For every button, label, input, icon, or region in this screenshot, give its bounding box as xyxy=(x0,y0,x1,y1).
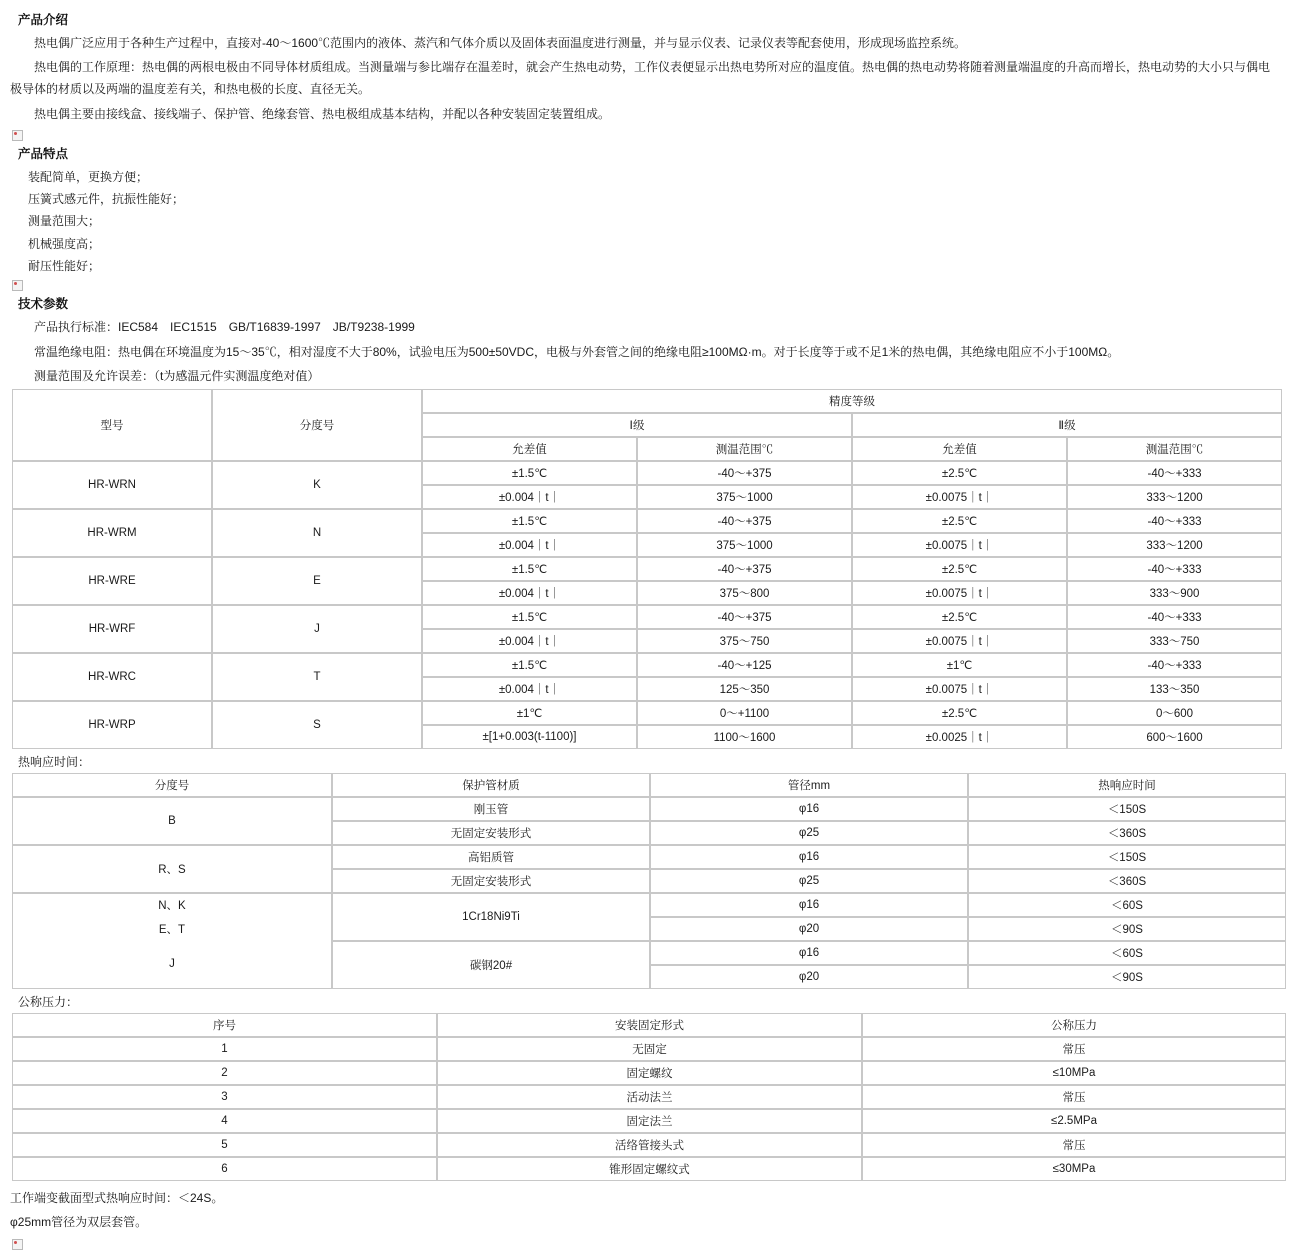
header-response-time: 热响应时间 xyxy=(968,773,1286,797)
spec-paragraph-standards: 产品执行标准：IEC584 IEC1515 GB/T16839-1997 JB/T9238-1999 xyxy=(34,320,415,335)
feature-item-4: 机械强度高； xyxy=(28,236,101,251)
feature-item-3: 测量范围大； xyxy=(28,214,101,229)
cell-diameter: φ16 xyxy=(650,845,968,869)
cell-tolerance-1: ±0.004｜t｜ xyxy=(422,485,637,509)
cell-range-1: -40～+375 xyxy=(637,605,852,629)
header-tolerance-2: 允差值 xyxy=(852,437,1067,461)
caption-response-time: 热响应时间： xyxy=(18,754,91,769)
cell-mount-type: 活动法兰 xyxy=(437,1085,862,1109)
cell-diameter: φ20 xyxy=(650,917,968,941)
cell-range-2: 0～600 xyxy=(1067,701,1282,725)
cell-range-1: -40～+375 xyxy=(637,509,852,533)
table-row xyxy=(12,1037,1286,1061)
cell-pressure: 常压 xyxy=(862,1133,1286,1157)
cell-tolerance-1: ±1.5℃ xyxy=(422,653,637,677)
table-row xyxy=(12,845,1286,869)
cell-no: 5 xyxy=(12,1133,437,1157)
cell-range-2: -40～+333 xyxy=(1067,461,1282,485)
cell-range-1: -40～+375 xyxy=(637,557,852,581)
table-row xyxy=(12,1109,1286,1133)
cell-diameter: φ16 xyxy=(650,893,968,917)
cell-tolerance-2: ±0.0075｜t｜ xyxy=(852,485,1067,509)
header-accuracy-class: 精度等级 xyxy=(422,389,1282,413)
cell-tolerance-1: ±[1+0.003(t-1100)] xyxy=(422,725,637,749)
cell-no: 1 xyxy=(12,1037,437,1061)
footnote-2: φ25mm管径为双层套管。 xyxy=(10,1215,148,1230)
table-row xyxy=(12,941,1286,965)
cell-model: HR-WRP xyxy=(12,701,212,749)
cell-range-1: 375～1000 xyxy=(637,533,852,557)
cell-range-2: 133～350 xyxy=(1067,677,1282,701)
cell-range-2: -40～+333 xyxy=(1067,653,1282,677)
cell-mount-type: 无固定 xyxy=(437,1037,862,1061)
cell-graduation: T xyxy=(212,653,422,701)
cell-range-1: 375～750 xyxy=(637,629,852,653)
cell-range-2: 333～750 xyxy=(1067,629,1282,653)
cell-time: ＜60S xyxy=(968,893,1286,917)
cell-tolerance-1: ±0.004｜t｜ xyxy=(422,629,637,653)
cell-pressure: 常压 xyxy=(862,1037,1286,1061)
cell-tolerance-1: ±1.5℃ xyxy=(422,557,637,581)
header-pressure: 公称压力 xyxy=(862,1013,1286,1037)
cell-tolerance-2: ±0.0075｜t｜ xyxy=(852,629,1067,653)
header-diameter: 管径mm xyxy=(650,773,968,797)
broken-image-icon xyxy=(12,130,23,141)
header-model: 型号 xyxy=(12,389,212,461)
cell-material: 刚玉管 xyxy=(332,797,650,821)
accuracy-table xyxy=(12,389,1282,749)
cell-tolerance-2: ±0.0075｜t｜ xyxy=(852,533,1067,557)
cell-tolerance-2: ±2.5℃ xyxy=(852,509,1067,533)
header-range-2: 测温范围℃ xyxy=(1067,437,1282,461)
cell-range-1: -40～+375 xyxy=(637,461,852,485)
cell-range-1: 1100～1600 xyxy=(637,725,852,749)
cell-mount-type: 活络管接头式 xyxy=(437,1133,862,1157)
cell-range-2: -40～+333 xyxy=(1067,605,1282,629)
cell-range-1: 375～1000 xyxy=(637,485,852,509)
cell-range-1: 0～+1100 xyxy=(637,701,852,725)
cell-diameter: φ16 xyxy=(650,797,968,821)
cell-diameter: φ20 xyxy=(650,965,968,989)
cell-pressure: ≤2.5MPa xyxy=(862,1109,1286,1133)
cell-tolerance-2: ±0.0075｜t｜ xyxy=(852,677,1067,701)
header-graduation: 分度号 xyxy=(12,773,332,797)
cell-graduation: J xyxy=(212,605,422,653)
cell-range-2: -40～+333 xyxy=(1067,509,1282,533)
cell-no: 6 xyxy=(12,1157,437,1181)
cell-graduation-j: J xyxy=(12,941,332,989)
cell-model: HR-WRN xyxy=(12,461,212,509)
cell-range-2: 333～1200 xyxy=(1067,533,1282,557)
cell-mount-type: 固定法兰 xyxy=(437,1109,862,1133)
cell-graduation: R、S xyxy=(12,845,332,893)
cell-pressure: ≤30MPa xyxy=(862,1157,1286,1181)
cell-model: HR-WRC xyxy=(12,653,212,701)
broken-image-icon-2 xyxy=(12,280,23,291)
section-title-specs: 技术参数 xyxy=(18,297,69,312)
intro-paragraph-3: 热电偶主要由接线盒、接线端子、保护管、绝缘套管、热电极组成基本结构，并配以各种安装固定装置组成。 xyxy=(34,106,611,121)
cell-time: ＜360S xyxy=(968,821,1286,845)
cell-time: ＜360S xyxy=(968,869,1286,893)
table-header-row xyxy=(12,1013,1286,1037)
nominal-pressure-table xyxy=(12,1013,1286,1181)
cell-range-2: 600～1600 xyxy=(1067,725,1282,749)
header-no: 序号 xyxy=(12,1013,437,1037)
caption-nominal-pressure: 公称压力： xyxy=(18,994,79,1009)
section-title-intro: 产品介绍 xyxy=(18,13,69,27)
cell-model: HR-WRM xyxy=(12,509,212,557)
cell-graduation: B xyxy=(12,797,332,845)
header-graduation: 分度号 xyxy=(212,389,422,461)
cell-tolerance-1: ±0.004｜t｜ xyxy=(422,581,637,605)
cell-material-carbon: 碳钢20# xyxy=(332,941,650,989)
table-header-row xyxy=(12,389,1282,413)
cell-tolerance-1: ±0.004｜t｜ xyxy=(422,533,637,557)
cell-graduation: E xyxy=(212,557,422,605)
table-row xyxy=(12,701,1282,725)
cell-range-2: 333～1200 xyxy=(1067,485,1282,509)
table-row xyxy=(12,797,1286,821)
cell-time: ＜90S xyxy=(968,965,1286,989)
cell-no: 2 xyxy=(12,1061,437,1085)
cell-graduation: S xyxy=(212,701,422,749)
feature-item-5: 耐压性能好； xyxy=(28,258,101,273)
cell-time: ＜60S xyxy=(968,941,1286,965)
cell-tolerance-2: ±2.5℃ xyxy=(852,701,1067,725)
cell-time: ＜90S xyxy=(968,917,1286,941)
cell-tolerance-2: ±2.5℃ xyxy=(852,557,1067,581)
cell-material-steel: 1Cr18Ni9Ti xyxy=(332,893,650,941)
cell-tolerance-1: ±1℃ xyxy=(422,701,637,725)
table-header-row xyxy=(12,773,1286,797)
cell-mount-type: 锥形固定螺纹式 xyxy=(437,1157,862,1181)
cell-tolerance-1: ±1.5℃ xyxy=(422,605,637,629)
header-class-1: Ⅰ级 xyxy=(422,413,852,437)
intro-paragraph-1: 热电偶广泛应用于各种生产过程中，直接对-40～1600℃范围内的液体、蒸汽和气体介质以及固体表面温度进行测量，并与显示仪表、记录仪表等配套使用，形成现场监控系统。 xyxy=(34,36,967,50)
cell-tolerance-2: ±2.5℃ xyxy=(852,461,1067,485)
cell-tolerance-2: ±1℃ xyxy=(852,653,1067,677)
cell-diameter: φ16 xyxy=(650,941,968,965)
cell-material-2: 无固定安装形式 xyxy=(332,821,650,845)
cell-pressure: 常压 xyxy=(862,1085,1286,1109)
cell-tolerance-2: ±0.0075｜t｜ xyxy=(852,581,1067,605)
cell-diameter: φ25 xyxy=(650,869,968,893)
cell-tolerance-1: ±0.004｜t｜ xyxy=(422,677,637,701)
cell-mount-type: 固定螺纹 xyxy=(437,1061,862,1085)
cell-pressure: ≤10MPa xyxy=(862,1061,1286,1085)
header-tolerance-1: 允差值 xyxy=(422,437,637,461)
cell-range-1: 375～800 xyxy=(637,581,852,605)
section-title-features: 产品特点 xyxy=(18,147,69,162)
table-row xyxy=(12,893,1286,917)
cell-material: 高铝质管 xyxy=(332,845,650,869)
cell-tolerance-2: ±2.5℃ xyxy=(852,605,1067,629)
cell-graduation-et: E、T xyxy=(12,917,332,941)
cell-model: HR-WRF xyxy=(12,605,212,653)
feature-item-2: 压簧式感元件，抗振性能好； xyxy=(28,192,185,207)
table-row xyxy=(12,1133,1286,1157)
cell-graduation: N xyxy=(212,509,422,557)
table-row xyxy=(12,557,1282,581)
cell-range-1: -40～+125 xyxy=(637,653,852,677)
table-row xyxy=(12,1061,1286,1085)
header-range-1: 测温范围℃ xyxy=(637,437,852,461)
cell-diameter: φ25 xyxy=(650,821,968,845)
cell-tolerance-2: ±0.0025｜t｜ xyxy=(852,725,1067,749)
feature-item-1: 装配简单，更换方便； xyxy=(28,170,149,185)
cell-range-2: -40～+333 xyxy=(1067,557,1282,581)
cell-time: ＜150S xyxy=(968,797,1286,821)
intro-paragraph-2: 热电偶的工作原理：热电偶的两根电极由不同导体材质组成。当测量端与参比端存在温差时，就会产生热电动势，工作仪表便显示出热电势所对应的温度值。热电偶的热电动势将随着测量端温度的升高而增长，热电动势的大小只与偶电极导体的材质以及两端的温度差有关，和热电极的长度、直径无关。 xyxy=(10,60,1271,97)
footnote-1: 工作端变截面型式热响应时间：＜24S。 xyxy=(10,1190,224,1205)
header-class-2: Ⅱ级 xyxy=(852,413,1282,437)
response-time-table xyxy=(12,773,1286,989)
table-row xyxy=(12,1157,1286,1181)
cell-graduation: K xyxy=(212,461,422,509)
cell-range-1: 125～350 xyxy=(637,677,852,701)
cell-tolerance-1: ±1.5℃ xyxy=(422,461,637,485)
table-row xyxy=(12,653,1282,677)
table-row xyxy=(12,1085,1286,1109)
spec-paragraph-insulation: 常温绝缘电阻：热电偶在环境温度为15～35℃，相对湿度不大于80%，试验电压为500±50VDC，电极与外套管之间的绝缘电阻≥100MΩ·m。对于长度等于或不足1米的热电偶，其绝缘电阻应不小于100MΩ。 xyxy=(34,344,1120,359)
broken-image-icon-3 xyxy=(12,1239,23,1250)
table-row xyxy=(12,461,1282,485)
table-row xyxy=(12,509,1282,533)
cell-model: HR-WRE xyxy=(12,557,212,605)
table-row xyxy=(12,605,1282,629)
cell-material-2: 无固定安装形式 xyxy=(332,869,650,893)
cell-time: ＜150S xyxy=(968,845,1286,869)
cell-tolerance-1: ±1.5℃ xyxy=(422,509,637,533)
spec-paragraph-range: 测量范围及允许误差：（t为感温元件实测温度绝对值） xyxy=(34,368,320,383)
cell-graduation-nk: N、K xyxy=(12,893,332,917)
cell-no: 3 xyxy=(12,1085,437,1109)
header-mount-type: 安装固定形式 xyxy=(437,1013,862,1037)
cell-no: 4 xyxy=(12,1109,437,1133)
cell-range-2: 333～900 xyxy=(1067,581,1282,605)
header-protection-material: 保护管材质 xyxy=(332,773,650,797)
